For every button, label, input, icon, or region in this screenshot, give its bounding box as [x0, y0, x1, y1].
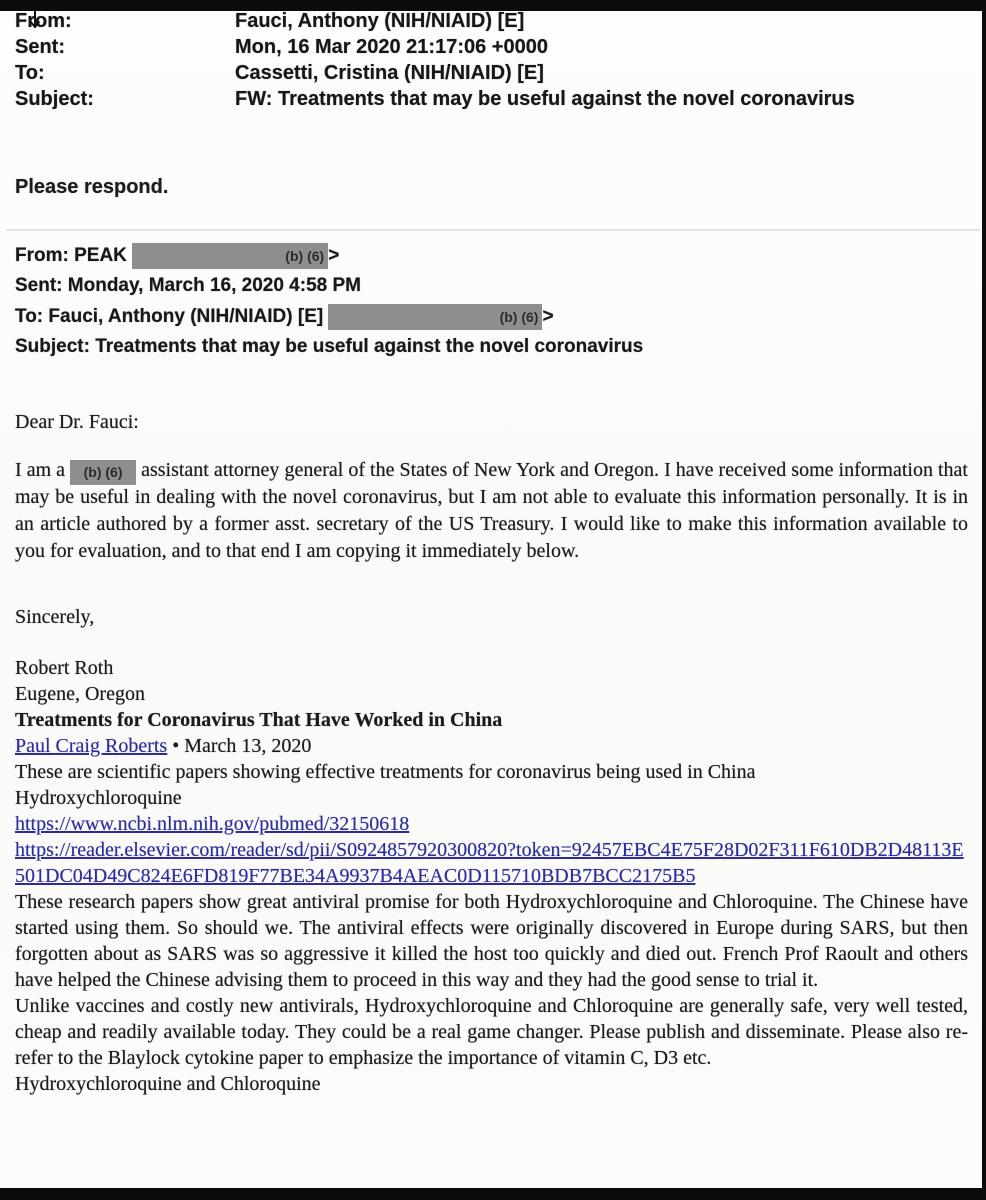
pubmed-link[interactable]: https://www.ncbi.nlm.nih.gov/pubmed/32150618: [15, 813, 410, 835]
forwarded-to-bracket: >: [542, 306, 554, 327]
redaction-box-to: [328, 304, 542, 330]
forwarded-subject-row: [15, 332, 968, 362]
redaction-exemption-label: (b) (6): [499, 309, 539, 325]
header-from-label: From:: [15, 10, 72, 32]
signature-name: Robert Roth: [15, 657, 114, 679]
elsevier-link[interactable]: https://reader.elsevier.com/reader/sd/pii/S0924857920300820?token=92457EBC4E75F28D02F311F610DB2D48113E501DC04D49C824E6FD819F77BE34A9937B4AEAC0D115710BDB7BCC2175B5: [15, 839, 964, 887]
signature-and-article: [15, 655, 968, 1097]
research-paragraph: These research papers show great antiviral promise for both Hydroxychloroquine and Chloroquine. The Chinese have started using them. So should we. The antiviral effects were originally discovered in Europe during SARS, but then forgotten about as SARS was so aggressive it killed the host too quickly and died out. French Prof Raoult and others have helped the Chinese advising them to proceed in this way and they had the good sense to trial it.: [15, 891, 968, 991]
forwarded-sent-value: Monday, March 16, 2020 4:58 PM: [67, 275, 361, 296]
redaction-exemption-label: (b) (6): [83, 464, 123, 480]
redaction-box-from: [132, 243, 328, 269]
please-respond-note: Please respond.: [15, 176, 169, 198]
intro-paragraph-rest: assistant attorney general of the States of New York and Oregon. I have received some information that may be useful in dealing with the novel coronavirus, but I am not able to evaluate this information personally. It is in an article authored by a former asst. secretary of the US Treasury. I would like to make this information available to you for evaluation, and to that end I am copying it immediately below.: [15, 459, 968, 562]
closing: Sincerely,: [15, 606, 95, 628]
forwarded-header: [15, 240, 968, 362]
vaccines-paragraph: Unlike vaccines and costly new antivirals, Hydroxychloroquine and Chloroquine are generally safe, very well tested, cheap and readily available today. They could be a real game changer. Please publish and disseminate. Please also re-refer to the Blaylock cytokine paper to emphasize the importance of vitamin C, D3 etc.: [15, 995, 968, 1069]
header-sent-value: Mon, 16 Mar 2020 21:17:06 +0000: [235, 36, 548, 58]
intro-paragraph-start: I am a: [15, 459, 66, 481]
signature-location: Eugene, Oregon: [15, 683, 145, 705]
elsevier-link-line: [15, 837, 968, 889]
intro-paragraph: [15, 456, 968, 565]
forwarded-subject-value: Treatments that may be useful against the novel coronavirus: [95, 336, 644, 357]
article-title: Treatments for Coronavirus That Have Worked in China: [15, 709, 503, 731]
header-to-label: To:: [15, 62, 45, 84]
byline-bullet: •: [167, 735, 185, 757]
forwarded-from-label: From:: [15, 245, 69, 266]
article-intro-line: These are scientific papers showing effective treatments for coronavirus being used in China: [15, 761, 756, 783]
forwarded-subject-label: Subject:: [15, 336, 90, 357]
header-sent-label: Sent:: [15, 36, 65, 58]
drug-name-line: Hydroxychloroquine: [15, 787, 182, 809]
article-byline: [15, 733, 968, 759]
forwarded-to-label: To:: [15, 306, 44, 327]
article-date: March 13, 2020: [184, 735, 312, 757]
author-link[interactable]: Paul Craig Roberts: [15, 735, 168, 757]
letter-body: [15, 409, 968, 1097]
forwarded-from-value: PEAK: [74, 245, 127, 266]
header-from-value: Fauci, Anthony (NIH/NIAID) [E]: [235, 10, 525, 32]
header-to-value: Cassetti, Cristina (NIH/NIAID) [E]: [235, 62, 544, 84]
email-document: [0, 8, 986, 1097]
email-header: [15, 8, 968, 112]
scan-border-bottom: [0, 1188, 986, 1200]
forwarded-from-row: [15, 240, 968, 271]
final-line: Hydroxychloroquine and Chloroquine: [15, 1073, 321, 1095]
redaction-exemption-label: (b) (6): [285, 248, 325, 264]
divider-line: [6, 229, 980, 231]
forwarded-sent-row: [15, 271, 968, 301]
header-subject-value: FW: Treatments that may be useful against the novel coronavirus: [235, 88, 855, 110]
forwarded-sent-label: Sent:: [15, 275, 63, 296]
salutation: Dear Dr. Fauci:: [15, 411, 139, 433]
forwarded-to-value: Fauci, Anthony (NIH/NIAID) [E]: [48, 306, 324, 327]
pubmed-link-line: [15, 811, 968, 837]
forwarded-to-row: [15, 301, 968, 332]
header-subject-label: Subject:: [15, 88, 94, 110]
mouse-cursor-icon: [28, 9, 42, 40]
redaction-box-inline: [70, 460, 136, 485]
forwarded-from-bracket: >: [328, 245, 340, 266]
